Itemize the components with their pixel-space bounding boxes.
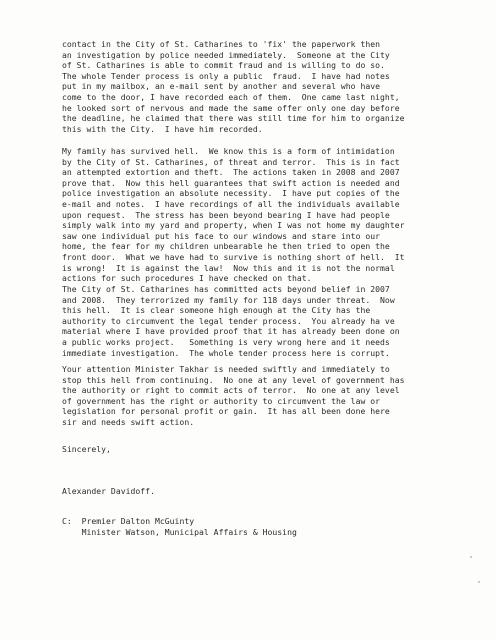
letter-closing (62, 444, 488, 455)
cc-recipient: Premier Dalton McGuinty (81, 516, 195, 526)
text-line: an investigation by police needed immediately. Someone at the City (62, 49, 390, 60)
text-line: the authority or right to commit acts of terror. No one at any level (62, 385, 400, 396)
text-line: simply walk into my yard and property, when I was not home my daughter (62, 220, 405, 231)
letter-paragraph-3 (62, 284, 488, 358)
text-line: The City of St. Catharines has committed acts beyond belief in 2007 (62, 284, 390, 294)
text-line: The whole Tender process is only a public fraud. I have had notes (62, 70, 390, 81)
text-line: stop this hell from continuing. No one at any level of government has (62, 374, 405, 385)
text-line: front door. What we have had to survive is nothing short of hell. It (62, 251, 405, 262)
cc-block (62, 516, 488, 537)
letter-paragraph-4 (62, 364, 488, 428)
text-line: of government has the right or authority to circumvent the law or (62, 395, 381, 406)
text-line: Your attention Minister Takhar is needed swiftly and immediately to (62, 364, 390, 374)
text-line: sir and needs swift action. (62, 416, 195, 427)
text-line: immediate investigation. The whole tender process here is corrupt. (62, 347, 390, 358)
text-line: legislation for personal profit or gain. It has all been done here (62, 406, 390, 417)
text-line: prove that. Now this hell guarantees that swift action is needed and (62, 177, 400, 188)
text-line: put in my mailbox, an e-mail sent by another and several who have (62, 81, 381, 92)
closing-text: Sincerely, (62, 444, 111, 454)
text-line: he looked sort of nervous and made the same offer only one day before (62, 102, 400, 113)
signature-name: Alexander Davidoff. (62, 486, 155, 496)
letter-paragraph-2 (62, 146, 488, 284)
text-line: come to the door, I have recorded each of them. One came last night, (62, 91, 400, 102)
text-line: police investigation an absolute necessity. I have put copies of the (62, 188, 400, 199)
text-line: contact in the City of St. Catharines to 'fix' the paperwork then (62, 39, 381, 49)
cc-label: C: (62, 516, 72, 526)
text-line: an attempted extortion and theft. The actions taken in 2008 and 2007 (62, 167, 400, 178)
text-line: actions for such procedures I have checked on that. (62, 273, 312, 284)
text-line: of St. Catharines is able to commit fraud and is willing to do so. (62, 60, 385, 71)
cc-line-2 (62, 527, 488, 538)
text-line: this with the City. I have him recorded. (62, 123, 263, 134)
letter-signature (62, 486, 488, 497)
text-line: and 2008. They terrorized my family for 118 days under threat. Now (62, 294, 395, 305)
text-line: home, the fear for my children unbearable he then tried to open the (62, 241, 390, 252)
text-line: is wrong! It is against the law! Now this and it is not the normal (62, 262, 395, 273)
cc-line-1 (62, 516, 488, 527)
text-line: by the City of St. Catharines, of threat and terror. This is in fact (62, 156, 400, 167)
text-line: material where I have provided proof that it has already been done on (62, 326, 400, 337)
scan-speck (470, 556, 472, 558)
cc-recipient: Minister Watson, Municipal Affairs & Housing (81, 526, 297, 537)
scan-speck (478, 581, 480, 583)
text-line: My family has survived hell. We know this is a form of intimidation (62, 146, 395, 156)
text-line: the deadline, he claimed that there was still time for him to organize (62, 113, 405, 124)
letter-paragraph-1 (62, 39, 488, 134)
text-line: authority to circumvent the legal tender process. You already ha ve (62, 315, 395, 326)
text-line: saw one individual put his face to our windows and stare into our (62, 230, 381, 241)
text-line: a public works project. Something is very wrong here and it needs (62, 336, 390, 347)
text-line: e-mail and notes. I have recordings of all the individuals available (62, 198, 400, 209)
text-line: this hell. It is clear someone high enough at the City has the (62, 305, 371, 316)
text-line: upon request. The stress has been beyond bearing I have had people (62, 209, 390, 220)
